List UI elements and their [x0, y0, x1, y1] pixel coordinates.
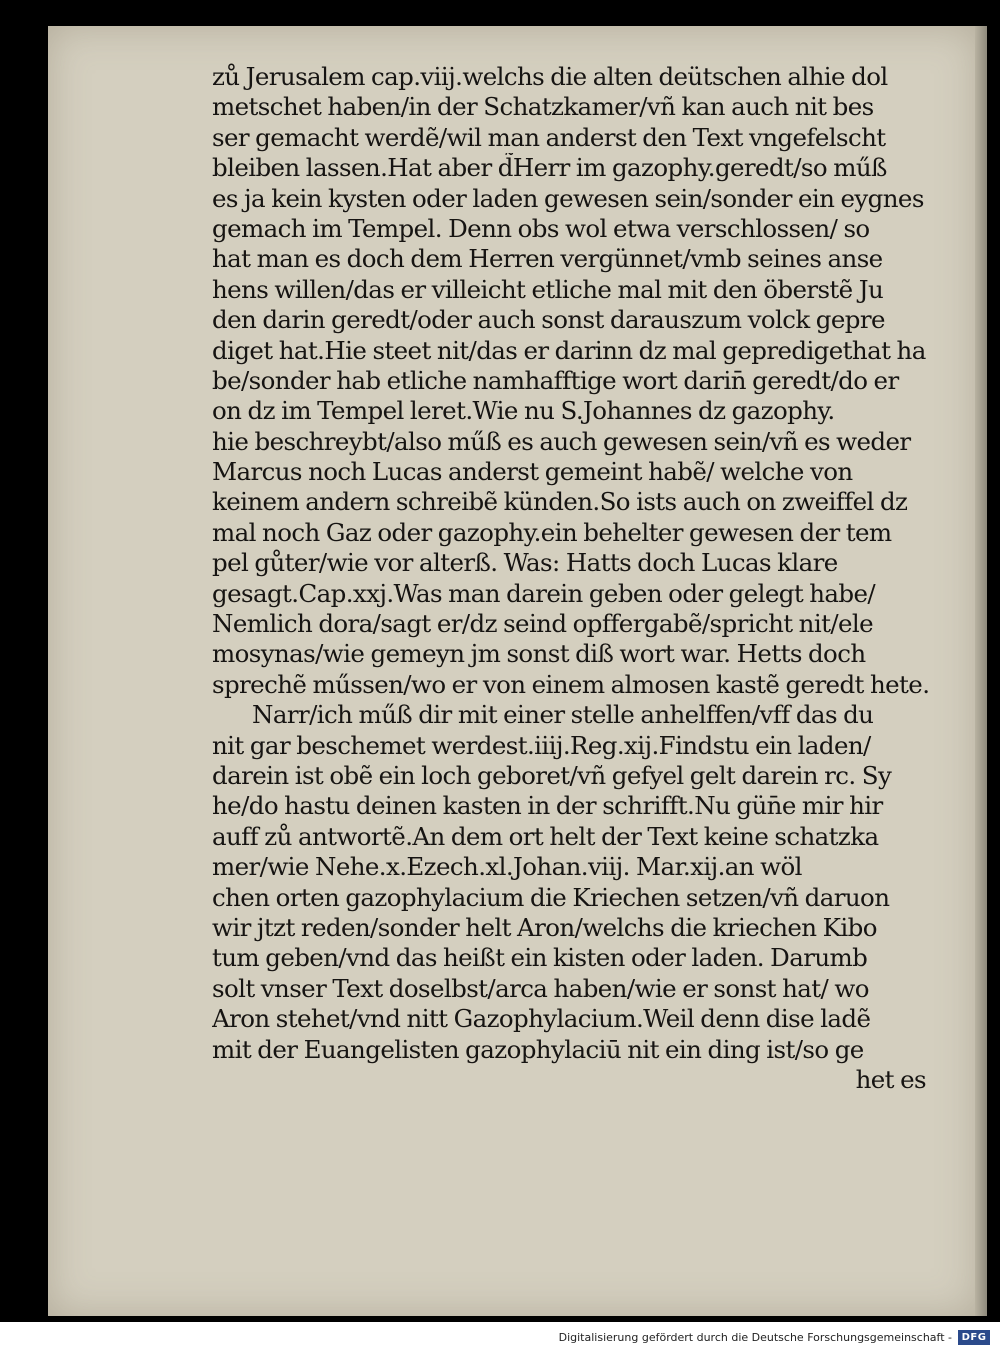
- footer-bar: [0, 1322, 1000, 1353]
- text-line: hie beschreybt/also műß es auch gewesen sein/vñ es weder: [212, 426, 911, 456]
- text-line: tum geben/vnd das heißt ein kisten oder laden. Darumb: [212, 943, 868, 973]
- text-line: sprechẽ műssen/wo er von einem almosen kastẽ geredt hete.: [212, 669, 930, 699]
- text-line: be/sonder hab etliche namhafftige wort darin̄ geredt/do er: [212, 365, 899, 395]
- text-line: hens willen/das er villeicht etliche mal mit den öberstẽ Ju: [212, 274, 884, 304]
- dfg-logo[interactable]: DFG: [958, 1330, 990, 1345]
- text-line: Marcus noch Lucas anderst gemeint habẽ/ welche von: [212, 457, 853, 487]
- text-line: mit der Euangelisten gazophylaciū nit ein ding ist/so ge: [212, 1034, 864, 1064]
- text-line-paragraph-start: Narr/ich műß dir mit einer stelle anhelffen/vff das du: [252, 700, 874, 730]
- funding-credit: Digitalisierung gefördert durch die Deutsche Forschungsgemeinschaft -: [558, 1331, 952, 1344]
- text-line: chen orten gazophylacium die Kriechen setzen/vñ daruon: [212, 882, 890, 912]
- text-line: wir jtzt reden/sonder helt Aron/welchs die kriechen Kibo: [212, 912, 877, 942]
- text-line: auff zů antwortẽ.An dem ort helt der Text keine schatzka: [212, 821, 879, 851]
- text-line: den darin geredt/oder auch sonst darauszum volck gepre: [212, 305, 885, 335]
- text-line: keinem andern schreibẽ künden.So ists auch on zweiffel dz: [212, 487, 908, 517]
- text-line: Nemlich dora/sagt er/dz seind opffergabẽ/spricht nit/ele: [212, 609, 874, 639]
- text-line: solt vnser Text doselbst/arca haben/wie er sonst hat/ wo: [212, 973, 869, 1003]
- text-line: bleiben lassen.Hat aber d̃Herr im gazophy.geredt/so műß: [212, 153, 887, 183]
- text-line: Aron stehet/vnd nitt Gazophylacium.Weil denn dise ladẽ: [212, 1004, 871, 1034]
- text-line: metschet haben/in der Schatzkamer/vñ kan auch nit bes: [212, 92, 874, 122]
- text-line: diget hat.Hie steet nit/das er darinn dz mal gepredigethat ha: [212, 335, 926, 365]
- body-text: [212, 62, 952, 1095]
- text-line: mal noch Gaz oder gazophy.ein behelter gewesen der tem: [212, 517, 892, 547]
- text-line: hat man es doch dem Herren vergünnet/vmb seines anse: [212, 244, 883, 274]
- text-line: pel gůter/wie vor alterß. Was: Hatts doch Lucas klare: [212, 548, 838, 578]
- text-line: es ja kein kysten oder laden gewesen sein/sonder ein eygnes: [212, 183, 924, 213]
- text-line: nit gar beschemet werdest.iiij.Reg.xij.Findstu ein laden/: [212, 730, 871, 760]
- catchword: het es: [855, 1064, 926, 1094]
- text-line: on dz im Tempel leret.Wie nu S.Johannes dz gazophy.: [212, 396, 835, 426]
- text-line: mosynas/wie gemeyn jm sonst diß wort war. Hetts doch: [212, 639, 866, 669]
- page-edge: [975, 26, 987, 1316]
- text-line: he/do hastu deinen kasten in der schrifft.Nu gün̄e mir hir: [212, 791, 883, 821]
- text-line: mer/wie Nehe.x.Ezech.xl.Johan.viij. Mar.xij.an wöl: [212, 852, 802, 882]
- text-line: darein ist obẽ ein loch geboret/vñ gefyel gelt darein rc. Sy: [212, 760, 892, 790]
- text-line: zů Jerusalem cap.viij.welchs die alten deütschen alhie dol: [212, 62, 888, 91]
- text-line: gemach im Tempel. Denn obs wol etwa verschlossen/ so: [212, 213, 870, 243]
- text-line: gesagt.Cap.xxj.Was man darein geben oder gelegt habe/: [212, 578, 876, 608]
- text-line: ser gemacht werdẽ/wil man anderst den Text vngefelscht: [212, 122, 886, 152]
